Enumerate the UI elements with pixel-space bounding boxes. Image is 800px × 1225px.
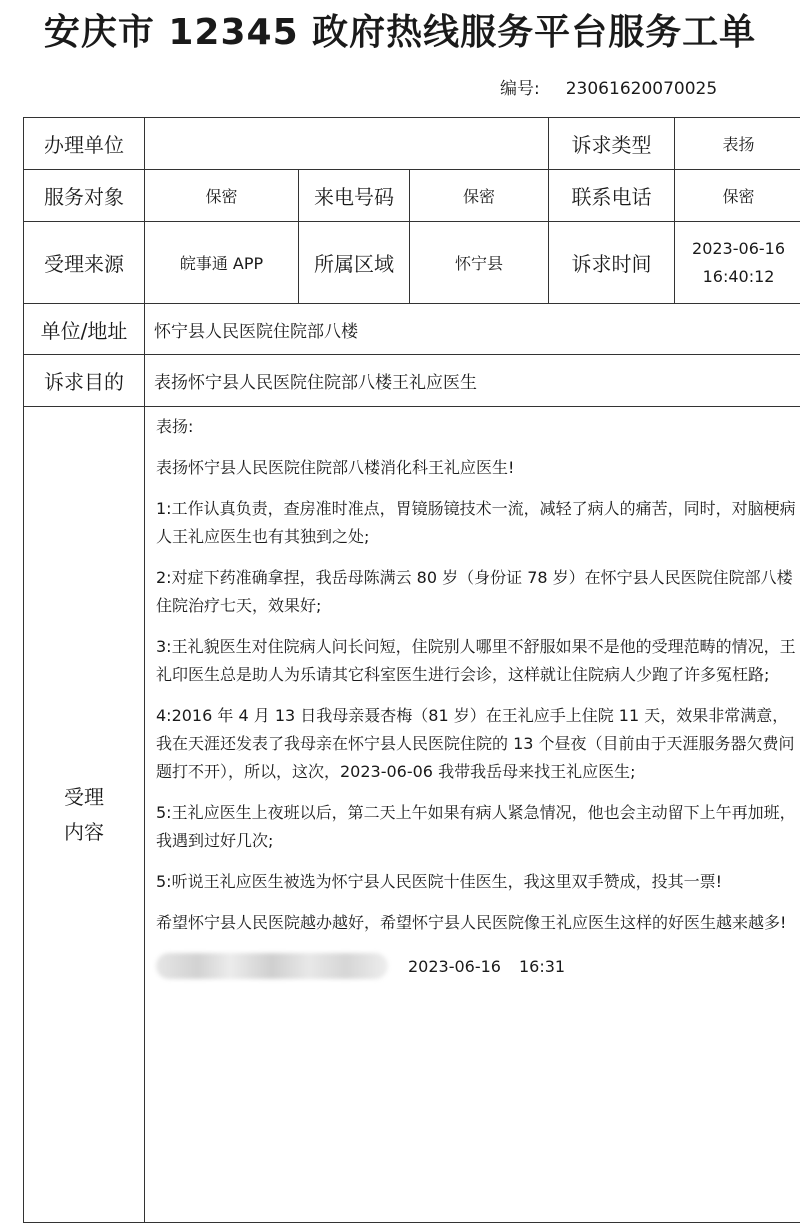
content-paragraph: 3:王礼貌医生对住院病人问长问短，住院别人哪里不舒服如果不是他的受理范畴的情况，王礼印医生总是助人为乐请其它科室医生进行会诊，这样就让住院病人少跑了许多冤枉路; <box>156 637 796 684</box>
unit-value <box>145 118 549 170</box>
row-target <box>24 170 800 222</box>
ticket-title: 安庆市 12345 政府热线服务平台服务工单 <box>43 12 757 53</box>
target-label: 服务对象 <box>24 170 145 222</box>
area-value: 怀宁县 <box>410 222 549 304</box>
ticket-number <box>500 74 717 99</box>
content-paragraph: 表扬怀宁县人民医院住院部八楼消化科王礼应医生! <box>156 458 515 477</box>
ticket-number-value: 23061620070025 <box>565 79 718 99</box>
caller-label: 来电号码 <box>299 170 410 222</box>
time-date: 2023-06-16 <box>692 238 785 258</box>
unit-label: 办理单位 <box>24 118 145 170</box>
content-label-line2: 内容 <box>64 819 104 844</box>
content-paragraph: 2:对症下药准确拿捏，我岳母陈满云 80 岁（身份证 78 岁）在怀宁县人民医院住院部八楼住院治疗七天，效果好; <box>156 568 793 615</box>
row-address <box>24 304 800 355</box>
content-label-line1: 受理 <box>64 784 104 809</box>
contact-label: 联系电话 <box>549 170 675 222</box>
content-paragraph: 表扬: <box>156 417 194 436</box>
content-paragraph: 1:工作认真负责，查房准时准点，胃镜肠镜技术一流，减轻了病人的痛苦，同时，对脑梗病人王礼应医生也有其独到之处; <box>156 499 796 546</box>
content-body <box>145 407 800 1223</box>
caller-value: 保密 <box>410 170 549 222</box>
type-value: 表扬 <box>675 118 800 170</box>
content-paragraph: 希望怀宁县人民医院越办越好，希望怀宁县人民医院像王礼应医生这样的好医生越来越多! <box>156 913 787 932</box>
row-content <box>24 407 800 1223</box>
footer-time: 16:31 <box>518 956 566 976</box>
time-clock: 16:40:12 <box>702 266 775 286</box>
address-value: 怀宁县人民医院住院部八楼 <box>145 304 800 355</box>
area-label: 所属区域 <box>299 222 410 304</box>
address-label: 单位/地址 <box>24 304 145 355</box>
target-value: 保密 <box>145 170 299 222</box>
time-value <box>675 222 800 304</box>
time-label: 诉求时间 <box>549 222 675 304</box>
content-paragraph: 4:2016 年 4 月 13 日我母亲聂杏梅（81 岁）在王礼应手上住院 11 天，效果非常满意，我在天涯还发表了我母亲在怀宁县人民医院住院的 13 个昼夜（目前由于天涯服务器欠费问题打不开），所以，这次，2023-06-06 我带我岳母来找王礼应医生; <box>156 706 795 781</box>
content-paragraph: 5:王礼应医生上夜班以后，第二天上午如果有病人紧急情况，他也会主动留下上午再加班，我遇到过好几次; <box>156 803 796 850</box>
footer-date: 2023-06-16 <box>408 956 501 976</box>
content-paragraph: 5:听说王礼应医生被选为怀宁县人民医院十佳医生，我这里双手赞成，投其一票! <box>156 872 722 891</box>
type-label: 诉求类型 <box>549 118 675 170</box>
content-label <box>24 407 145 1223</box>
purpose-value: 表扬怀宁县人民医院住院部八楼王礼应医生 <box>145 355 800 407</box>
row-unit <box>24 118 800 170</box>
ticket-table <box>23 117 800 1223</box>
ticket-number-label: 编号: <box>500 79 540 99</box>
row-source <box>24 222 800 304</box>
redacted-signature <box>156 953 388 979</box>
purpose-label: 诉求目的 <box>24 355 145 407</box>
source-label: 受理来源 <box>24 222 145 304</box>
source-value: 皖事通 APP <box>145 222 299 304</box>
contact-value: 保密 <box>675 170 800 222</box>
row-purpose <box>24 355 800 407</box>
content-footer <box>156 951 800 981</box>
